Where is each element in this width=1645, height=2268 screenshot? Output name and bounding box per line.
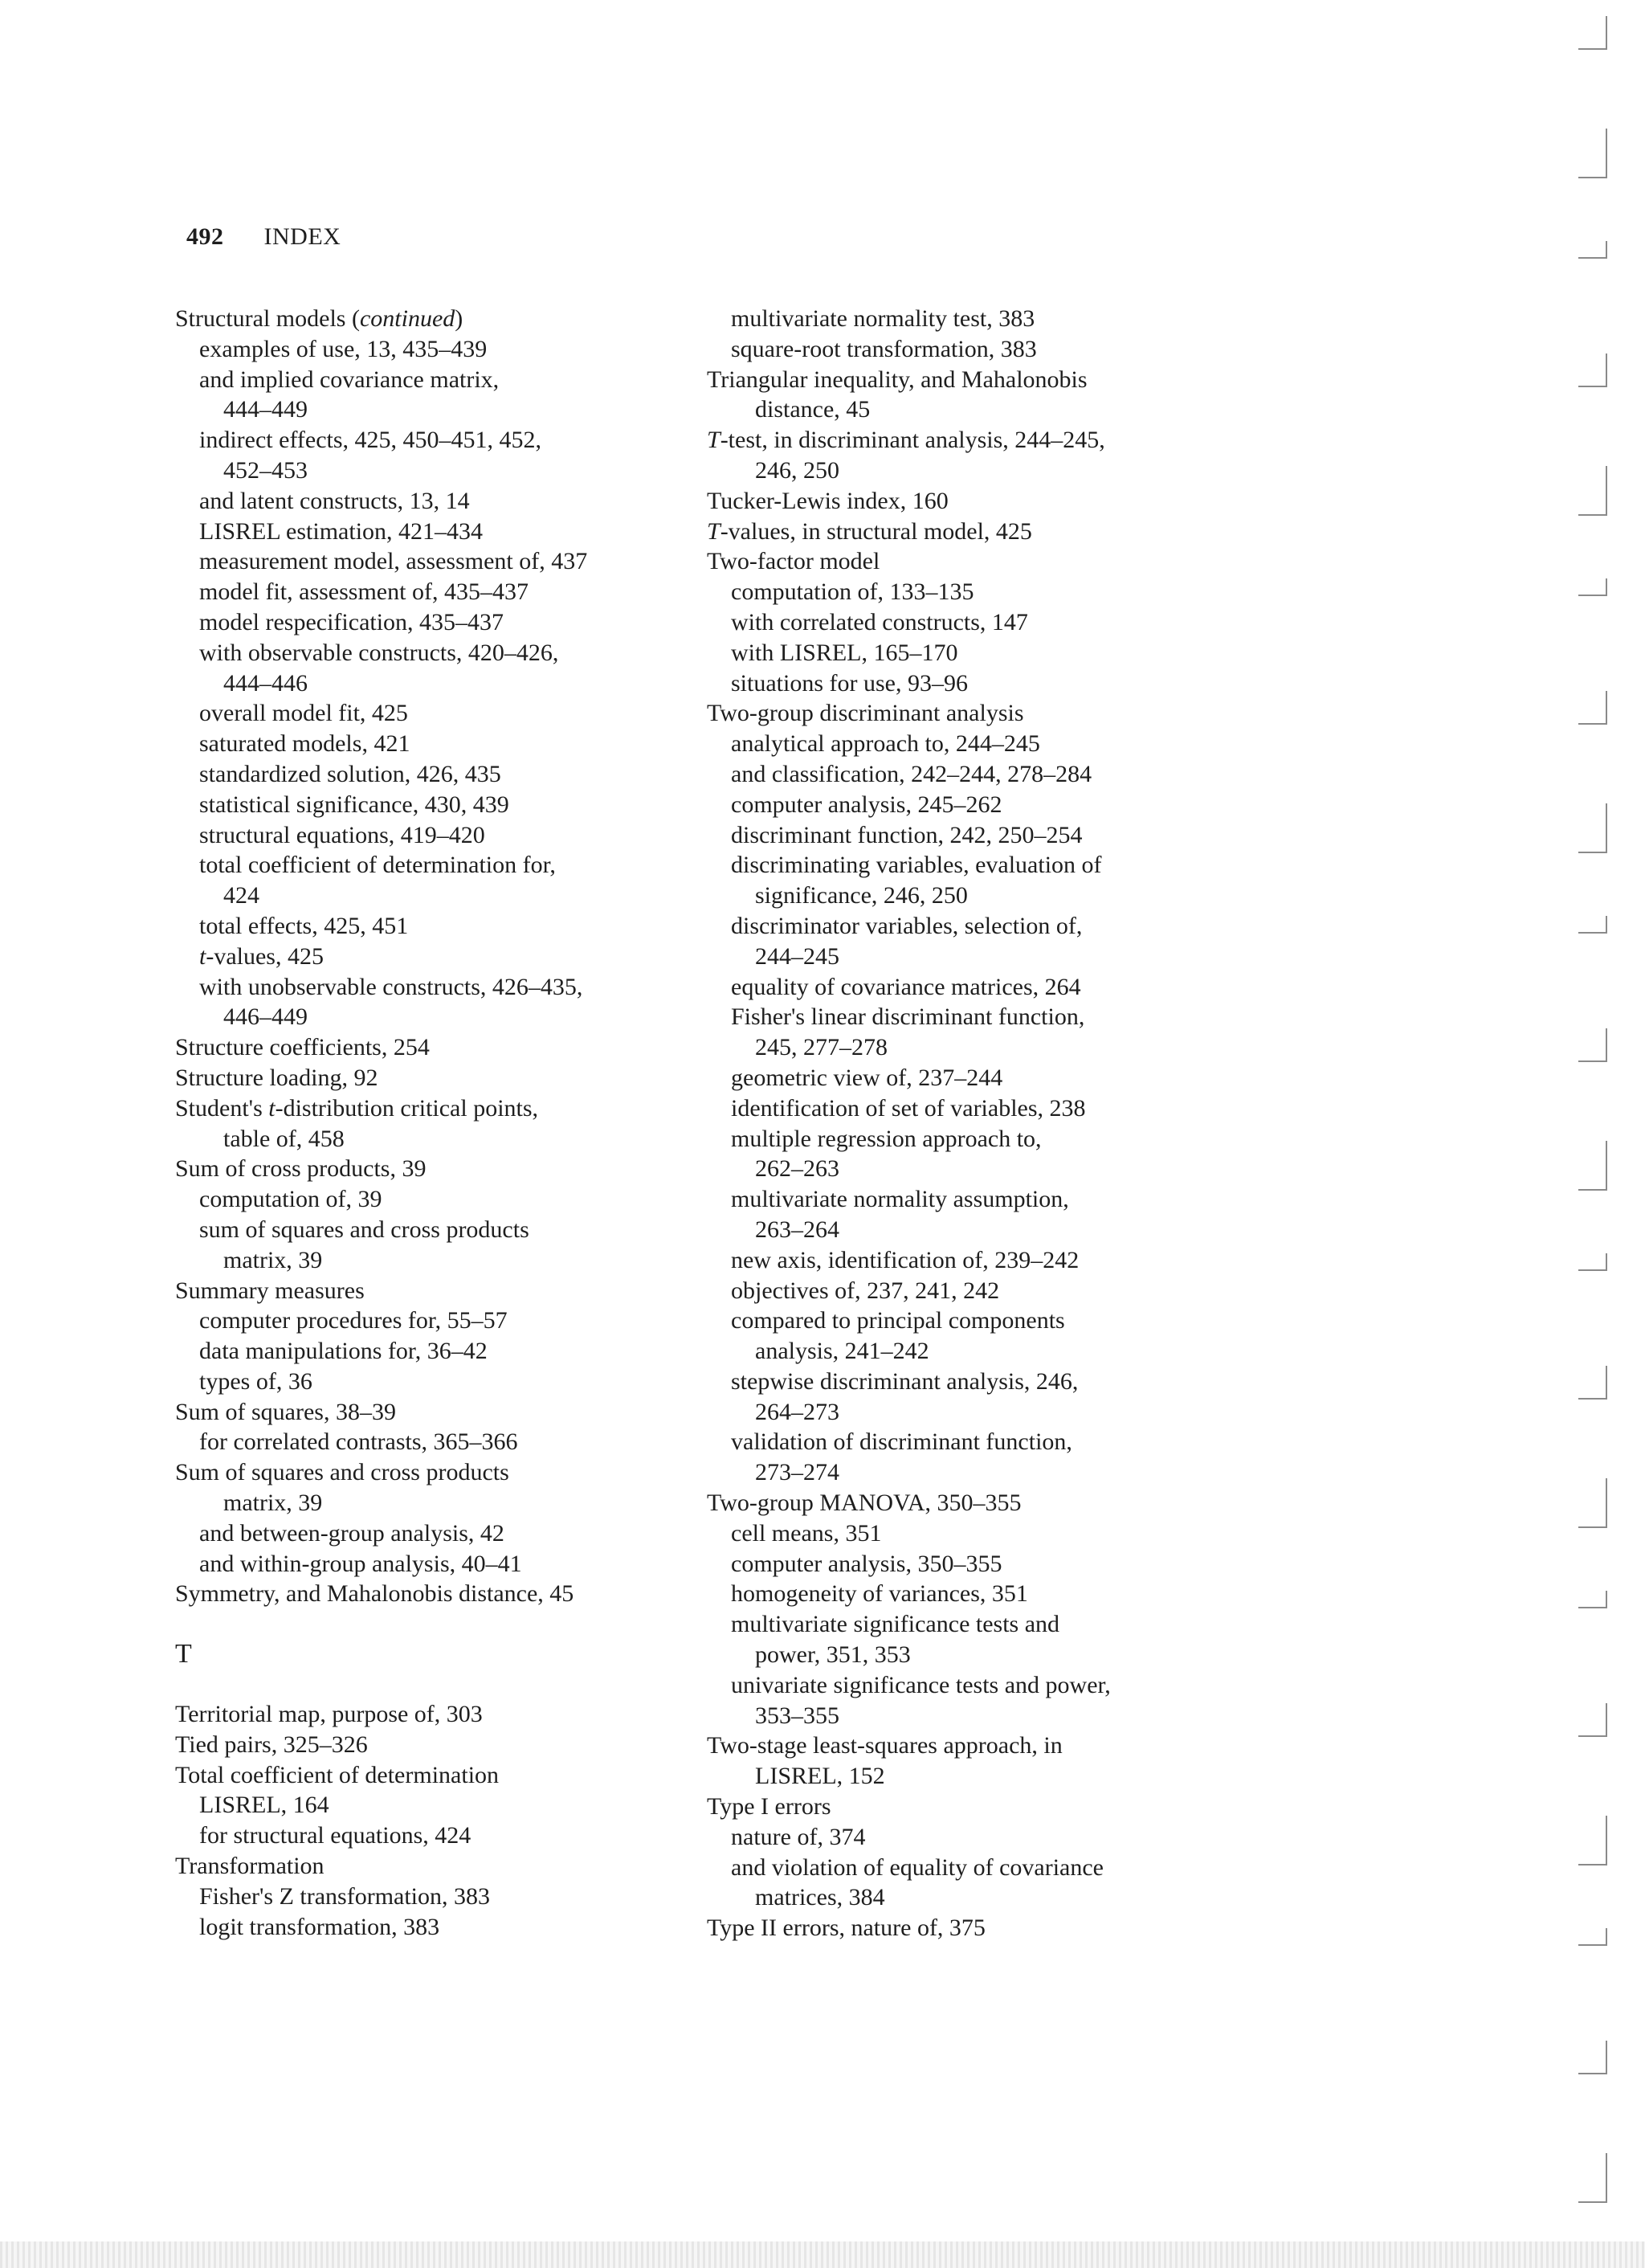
index-subentry (175, 1518, 737, 1549)
index-entry-text: identification of set of variables, 238 (731, 1094, 1086, 1122)
running-header (186, 223, 341, 251)
index-entry-text: computer analysis, 350–355 (731, 1550, 1002, 1577)
index-subentry (175, 850, 737, 881)
index-entry-text: and violation of equality of covariance (731, 1853, 1104, 1881)
index-entry-text: Transformation (175, 1853, 325, 1880)
binding-edge-mark (1578, 2153, 1607, 2203)
index-entry-text: discriminant function, 242, 250–254 (731, 821, 1083, 848)
index-entry (175, 1579, 737, 1609)
index-subentry (707, 1306, 1285, 1336)
index-entry-text: cell means, 351 (731, 1519, 882, 1547)
index-subentry (175, 425, 737, 456)
index-subentry (707, 394, 1285, 425)
index-entry-text: computation of, 133–135 (731, 578, 974, 606)
index-subentry (175, 729, 737, 759)
index-entry-text: measurement model, assessment of, 437 (199, 548, 588, 575)
index-entry-text: Two-group MANOVA, 350–355 (707, 1490, 1022, 1517)
index-entry-text: structural equations, 419–420 (199, 821, 485, 848)
running-title: INDEX (263, 223, 341, 250)
index-entry-text: power, 351, 353 (755, 1641, 911, 1669)
index-subentry (707, 1032, 1285, 1063)
index-subentry (707, 1124, 1285, 1154)
binding-edge-mark (1578, 241, 1607, 259)
index-entry-text: -values, in structural model, 425 (720, 517, 1032, 545)
index-entry-text: total effects, 425, 451 (199, 912, 409, 939)
index-subentry (707, 942, 1285, 972)
index-subentry (707, 1670, 1285, 1701)
page-number: 492 (186, 223, 224, 250)
index-subentry (175, 668, 737, 699)
index-entry-text: stepwise discriminant analysis, 246, (731, 1367, 1079, 1395)
index-entry-text: LISREL, 152 (755, 1763, 885, 1790)
index-column-right (707, 304, 1285, 1943)
index-entry (707, 1913, 1285, 1943)
index-subentry (175, 1002, 737, 1032)
index-subentry (707, 1276, 1285, 1306)
index-entry-text: with unobservable constructs, 426–435, (199, 973, 583, 1000)
index-entry (175, 1699, 737, 1730)
index-entry-text: nature of, 374 (731, 1823, 866, 1850)
index-entry-text: multiple regression approach to, (731, 1125, 1042, 1152)
binding-edge-mark (1578, 1141, 1607, 1191)
index-column-left (175, 304, 737, 1942)
index-entry-text: Fisher's linear discriminant function, (731, 1003, 1085, 1031)
index-entry-text: 424 (223, 882, 259, 909)
index-entry-text: Type II errors, nature of, 375 (707, 1915, 986, 1942)
index-entry-text-tail: ) (455, 305, 463, 332)
index-entry (707, 517, 1285, 547)
index-entry-text: objectives of, 237, 241, 242 (731, 1277, 1000, 1304)
index-entry (175, 1276, 737, 1306)
index-subentry (707, 1184, 1285, 1215)
binding-edge-mark (1578, 1028, 1607, 1062)
binding-edge-mark (1578, 1253, 1607, 1271)
index-entry-text: Two-group discriminant analysis (707, 700, 1024, 727)
index-entry-text: 262–263 (755, 1155, 839, 1183)
index-entry-text: and latent constructs, 13, 14 (199, 487, 470, 514)
index-entry-text: Fisher's Z transformation, 383 (199, 1882, 491, 1910)
index-entry-text: homogeneity of variances, 351 (731, 1580, 1028, 1608)
index-entry-text: analytical approach to, 244–245 (731, 730, 1040, 758)
index-entry-italic: T (707, 517, 720, 545)
index-subentry (707, 1609, 1285, 1640)
index-subentry (175, 1912, 737, 1943)
index-entry (175, 1457, 737, 1488)
index-entry (707, 1792, 1285, 1822)
index-subentry (707, 1093, 1285, 1124)
index-subentry (175, 456, 737, 486)
index-subentry (175, 546, 737, 577)
index-entry-text: distance, 45 (755, 396, 871, 423)
index-subentry (707, 1822, 1285, 1853)
index-subentry (707, 1579, 1285, 1609)
index-entry-text: Type I errors (707, 1793, 831, 1821)
index-entry-text: Structure coefficients, 254 (175, 1034, 430, 1061)
index-entry-text: computer analysis, 245–262 (731, 791, 1002, 818)
index-entry-text: data manipulations for, 36–42 (199, 1338, 488, 1365)
index-subentry (175, 638, 737, 668)
index-entry-text: square-root transformation, 383 (731, 335, 1037, 362)
index-entry-text: statistical significance, 430, 439 (199, 791, 509, 818)
index-entry-text: 446–449 (223, 1003, 308, 1031)
index-subentry (707, 456, 1285, 486)
index-subentry (707, 1640, 1285, 1670)
index-entry-text: equality of covariance matrices, 264 (731, 973, 1081, 1000)
index-subentry (707, 1002, 1285, 1032)
index-subentry (175, 790, 737, 820)
index-entry-text: Two-stage least-squares approach, in (707, 1732, 1063, 1759)
index-entry-text: Two-factor model (707, 548, 880, 575)
index-entry-text: Tucker-Lewis index, 160 (707, 487, 949, 514)
index-entry-text: for correlated contrasts, 365–366 (199, 1428, 518, 1456)
binding-edge-mark (1578, 691, 1607, 725)
index-entry-text: matrix, 39 (223, 1246, 323, 1273)
index-subentry (707, 1245, 1285, 1276)
binding-edge-mark (1578, 129, 1607, 178)
index-entry-text: computation of, 39 (199, 1186, 382, 1213)
index-entry-text: with correlated constructs, 147 (731, 608, 1028, 635)
index-subentry (175, 1306, 737, 1336)
index-entry (175, 1851, 737, 1882)
index-subentry (175, 1184, 737, 1215)
index-entry-text: significance, 246, 250 (755, 882, 968, 909)
index-entry (175, 1760, 737, 1791)
index-entry (175, 1093, 737, 1124)
index-entry-text: with observable constructs, 420–426, (199, 639, 559, 666)
index-entry-text: 245, 277–278 (755, 1034, 888, 1061)
index-entry-text: compared to principal components (731, 1307, 1065, 1334)
index-subentry (707, 759, 1285, 790)
index-entry-text: Structural models ( (175, 305, 360, 332)
index-entry (707, 698, 1285, 729)
index-entry (175, 304, 737, 334)
index-entry-text: with LISREL, 165–170 (731, 639, 958, 666)
index-entry-text: situations for use, 93–96 (731, 669, 968, 697)
index-entry-text: multivariate significance tests and (731, 1611, 1060, 1638)
index-entry-text: LISREL, 164 (199, 1792, 329, 1819)
index-subentry (707, 850, 1285, 881)
index-subentry (707, 881, 1285, 911)
index-entry-text: multivariate normality test, 383 (731, 305, 1035, 332)
index-entry-text: 444–446 (223, 669, 308, 697)
index-entry (175, 1063, 737, 1093)
index-subentry (707, 1761, 1285, 1792)
index-subentry (175, 1882, 737, 1912)
index-subentry (707, 1853, 1285, 1883)
index-entry-text: 273–274 (755, 1459, 839, 1486)
index-subentry (175, 1336, 737, 1367)
index-entry-text: total coefficient of determination for, (199, 852, 556, 879)
binding-edge-mark (1578, 1591, 1607, 1608)
index-entry-text: and within-group analysis, 40–41 (199, 1550, 522, 1577)
index-entry-text: discriminating variables, evaluation of (731, 852, 1102, 879)
index-entry-text: validation of discriminant function, (731, 1428, 1072, 1456)
index-entry (707, 425, 1285, 456)
index-entry (175, 1397, 737, 1428)
index-entry-text: and classification, 242–244, 278–284 (731, 760, 1092, 787)
index-subentry (175, 1821, 737, 1851)
index-entry-text: 246, 250 (755, 456, 839, 484)
index-entry (175, 1154, 737, 1184)
index-subentry (707, 1397, 1285, 1428)
index-subentry (707, 790, 1285, 820)
index-subentry (175, 607, 737, 638)
index-entry-text: analysis, 241–242 (755, 1338, 929, 1365)
index-entry-text: model fit, assessment of, 435–437 (199, 578, 529, 606)
index-entry-text: types of, 36 (199, 1367, 312, 1395)
index-subentry (707, 577, 1285, 607)
index-subentry (175, 972, 737, 1003)
index-subentry (707, 638, 1285, 668)
index-entry-text: univariate significance tests and power, (731, 1671, 1111, 1698)
index-subentry (175, 334, 737, 365)
index-entry-text: table of, 458 (223, 1125, 345, 1152)
binding-edge-mark (1578, 1703, 1607, 1737)
index-entry-text: Summary measures (175, 1277, 365, 1304)
index-subentry (175, 1367, 737, 1397)
index-subentry (707, 1701, 1285, 1731)
index-entry-text: and implied covariance matrix, (199, 366, 500, 393)
index-subentry (175, 820, 737, 851)
index-entry-text: discriminator variables, selection of, (731, 912, 1083, 939)
index-entry (707, 1731, 1285, 1761)
index-entry-text: Structure loading, 92 (175, 1064, 378, 1091)
index-subentry (707, 1063, 1285, 1093)
index-entry-text: multivariate normality assumption, (731, 1186, 1069, 1213)
index-subentry (175, 517, 737, 547)
index-entry-text: 452–453 (223, 456, 308, 484)
index-entry-text: standardized solution, 426, 435 (199, 760, 501, 787)
binding-edge-mark (1578, 578, 1607, 596)
scan-noise-strip (0, 2241, 1645, 2268)
binding-edge-mark (1578, 916, 1607, 934)
index-subentry (707, 972, 1285, 1003)
index-subentry (175, 759, 737, 790)
index-entry-text: for structural equations, 424 (199, 1822, 471, 1849)
index-entry (175, 1730, 737, 1760)
index-subentry (175, 942, 737, 972)
index-entry-text: computer procedures for, 55–57 (199, 1307, 508, 1334)
index-section-letter: T (175, 1639, 192, 1669)
index-entry-text: Triangular inequality, and Mahalonobis (707, 366, 1088, 393)
index-entry-text: LISREL estimation, 421–434 (199, 517, 484, 545)
binding-edge-mark (1578, 803, 1607, 853)
index-entry-text: 264–273 (755, 1398, 839, 1425)
binding-edge-mark (1578, 1928, 1607, 1946)
index-subentry (707, 1457, 1285, 1488)
index-entry-text: 244–245 (755, 942, 839, 970)
index-entry-text: model respecification, 435–437 (199, 608, 504, 635)
binding-edge-mark (1578, 2041, 1607, 2074)
index-subentry (707, 1336, 1285, 1367)
index-subentry (175, 486, 737, 517)
index-entry-text: Sum of cross products, 39 (175, 1155, 427, 1183)
index-entry-text: new axis, identification of, 239–242 (731, 1246, 1080, 1273)
index-entry-text: Sum of squares and cross products (175, 1459, 509, 1486)
index-subentry (707, 911, 1285, 942)
index-entry-text: 263–264 (755, 1216, 839, 1243)
index-entry-italic: t (268, 1094, 276, 1122)
index-subentry (707, 304, 1285, 334)
index-subentry (175, 365, 737, 395)
index-entry-text: matrices, 384 (755, 1884, 885, 1911)
index-subentry (707, 1518, 1285, 1549)
index-entry-text: Student's (175, 1094, 269, 1122)
index-entry-text: examples of use, 13, 435–439 (199, 335, 488, 362)
index-entry-text: 444–449 (223, 396, 308, 423)
binding-edge-mark (1578, 16, 1607, 50)
index-subentry (707, 1367, 1285, 1397)
index-subentry (175, 1215, 737, 1245)
index-subentry (707, 729, 1285, 759)
index-entry-text: saturated models, 421 (199, 730, 410, 758)
index-entry (707, 1488, 1285, 1518)
index-entry-text: Territorial map, purpose of, 303 (175, 1701, 483, 1728)
index-subentry (707, 607, 1285, 638)
index-entry-text: Tied pairs, 325–326 (175, 1731, 368, 1758)
index-entry-text: overall model fit, 425 (199, 700, 408, 727)
index-entry (707, 546, 1285, 577)
index-entry-text: logit transformation, 383 (199, 1913, 440, 1940)
index-entry-text: and between-group analysis, 42 (199, 1519, 504, 1547)
index-subentry (175, 881, 737, 911)
index-subentry (175, 1549, 737, 1579)
binding-edge-mark (1578, 1478, 1607, 1528)
index-entry-text: 353–355 (755, 1702, 839, 1729)
binding-edge-mark (1578, 1366, 1607, 1400)
index-entry-italic: continued (359, 305, 455, 332)
index-entry (707, 365, 1285, 395)
binding-edge (1578, 0, 1610, 2268)
index-entry (175, 1032, 737, 1063)
index-subentry (175, 577, 737, 607)
index-entry-text: Symmetry, and Mahalonobis distance, 45 (175, 1580, 574, 1608)
index-subentry (707, 334, 1285, 365)
index-subentry (707, 820, 1285, 851)
index-entry-text: matrix, 39 (223, 1490, 323, 1517)
index-entry-text: -values, 425 (206, 942, 324, 970)
index-entry-italic: t (199, 942, 206, 970)
index-subentry (175, 911, 737, 942)
index-subentry (707, 1215, 1285, 1245)
index-subentry (707, 1882, 1285, 1913)
index-entry-text: indirect effects, 425, 450–451, 452, (199, 427, 542, 454)
index-subentry (175, 1124, 737, 1154)
index-subentry (707, 1549, 1285, 1579)
index-subentry (175, 1427, 737, 1457)
index-subentry (175, 1488, 737, 1518)
index-entry (707, 486, 1285, 517)
index-subentry (175, 1245, 737, 1276)
binding-edge-mark (1578, 466, 1607, 516)
index-subentry (175, 1790, 737, 1821)
index-subentry (707, 1427, 1285, 1457)
index-subentry (707, 1154, 1285, 1184)
index-entry-text: geometric view of, 237–244 (731, 1064, 1003, 1091)
index-entry-italic: T (707, 427, 720, 454)
index-entry-text: sum of squares and cross products (199, 1216, 529, 1243)
binding-edge-mark (1578, 353, 1607, 387)
index-subentry (707, 668, 1285, 699)
index-entry-text-tail: -distribution critical points, (275, 1094, 539, 1122)
index-subentry (175, 394, 737, 425)
binding-edge-mark (1578, 1816, 1607, 1865)
index-entry-text: -test, in discriminant analysis, 244–245, (720, 427, 1105, 454)
index-entry-text: Total coefficient of determination (175, 1761, 500, 1788)
index-entry-text: Sum of squares, 38–39 (175, 1398, 396, 1425)
index-subentry (175, 698, 737, 729)
